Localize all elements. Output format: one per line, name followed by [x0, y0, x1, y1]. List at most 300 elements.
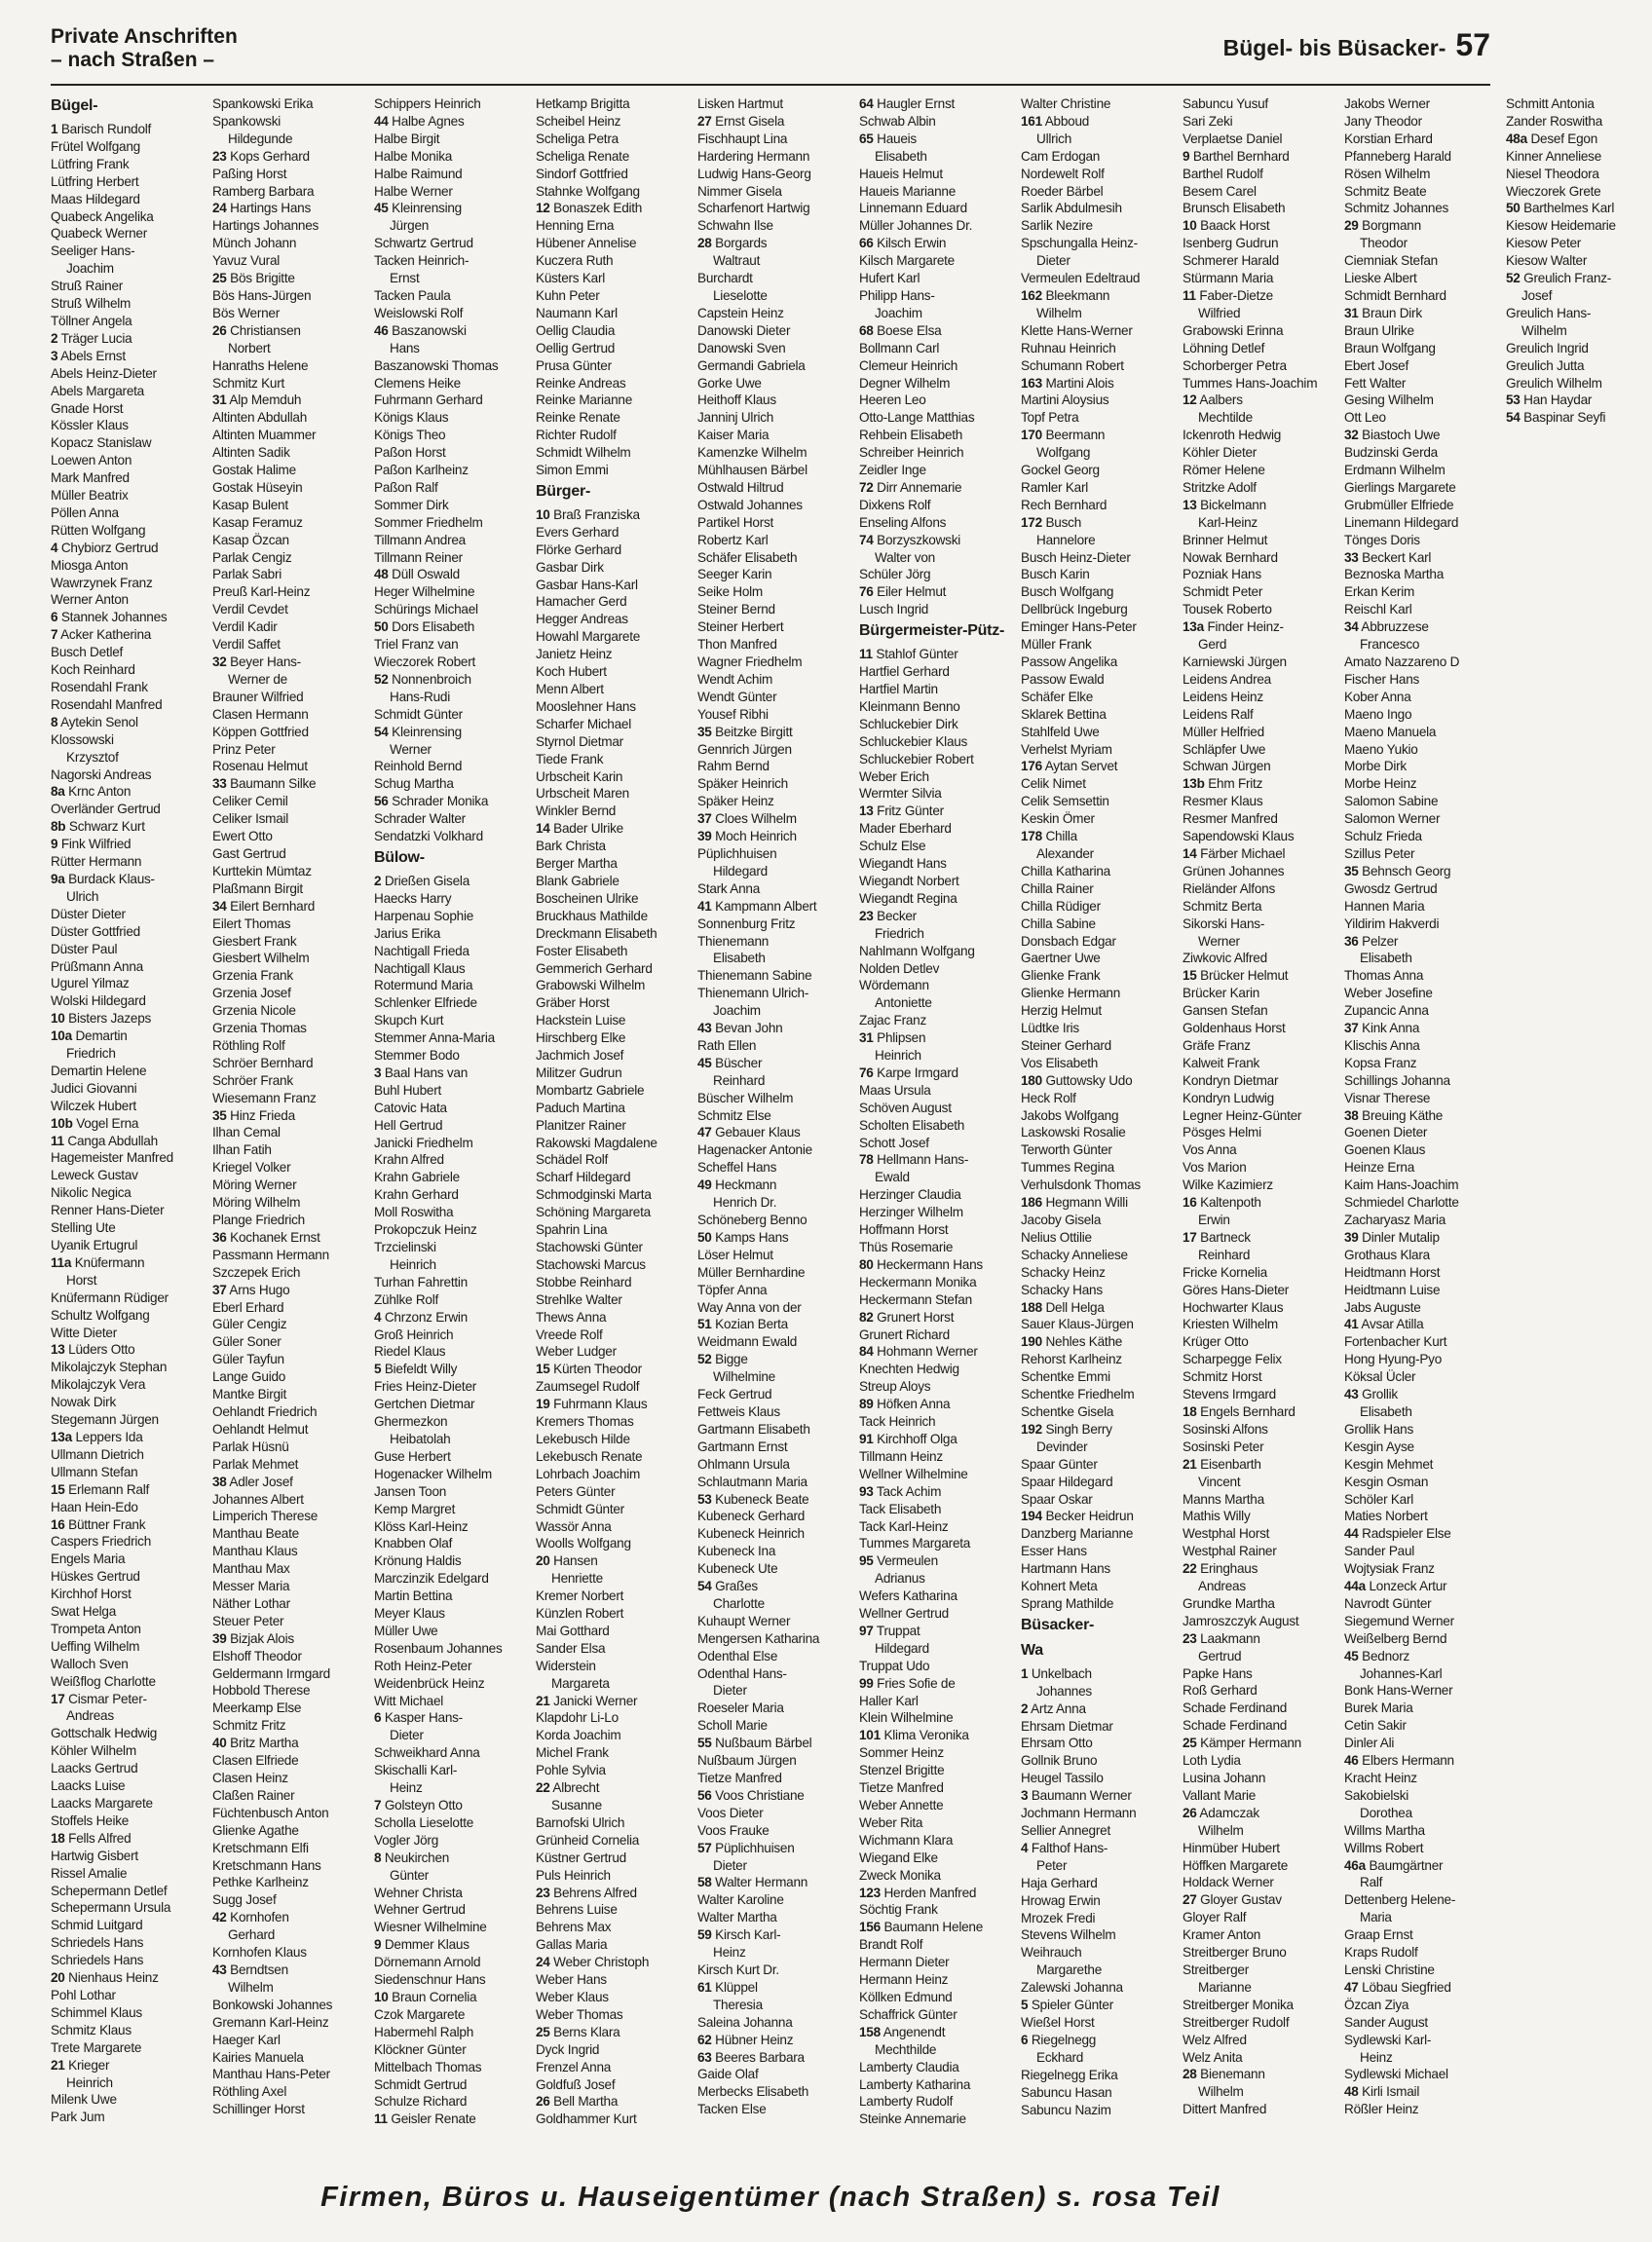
house-number: 32: [212, 654, 227, 669]
resident-entry: [1344, 1962, 1490, 1979]
resident-entry: [1021, 2084, 1167, 2102]
resident-entry: [536, 943, 682, 960]
resident-entry: [1021, 741, 1167, 759]
house-number: 54: [1506, 410, 1521, 426]
resident-name: Hinmüber Hubert: [1183, 1840, 1280, 1855]
resident-name: Beckert Karl: [1362, 549, 1432, 565]
resident-entry: [697, 2049, 844, 2067]
running-head: [1223, 25, 1490, 67]
resident-name: Kink Anna: [1362, 1021, 1420, 1036]
resident-name: Flörke Gerhard: [536, 542, 621, 557]
resident-name: Gierlings Margarete: [1344, 479, 1456, 495]
resident-entry: [1344, 706, 1490, 724]
entry-continuation: [1021, 1439, 1167, 1456]
resident-name: Dinler Ali: [1344, 1736, 1395, 1751]
resident-entry: [51, 1656, 197, 1673]
resident-name: Laacks Luise: [51, 1778, 126, 1794]
resident-name: Schade Ferdinand: [1183, 1700, 1288, 1716]
resident-entry: [536, 646, 682, 663]
resident-name: Eckhard: [1036, 2049, 1084, 2065]
resident-name: Dittert Manfred: [1183, 2102, 1267, 2117]
resident-name: Kirsch Karl-: [715, 1927, 781, 1943]
resident-name: Schade Ferdinand: [1183, 1718, 1288, 1734]
resident-entry: [51, 818, 197, 836]
resident-name: Sander Elsa: [536, 1640, 606, 1656]
resident-name: Stachowski Marcus: [536, 1256, 646, 1272]
resident-name: Gräfe Franz: [1183, 1037, 1251, 1053]
resident-name: Mechtilde: [1198, 410, 1253, 426]
resident-entry: [1183, 1840, 1329, 1857]
entry-continuation: [859, 2041, 1005, 2059]
house-number: 35: [1344, 863, 1359, 878]
house-number: 4: [374, 1309, 382, 1325]
resident-name: Reinke Andreas: [536, 375, 626, 391]
resident-name: Schmodginski Marta: [536, 1187, 652, 1203]
resident-entry: [1021, 915, 1167, 933]
resident-name: Thienemann Ulrich-: [697, 986, 809, 1001]
resident-name: Schäfer Elke: [1021, 689, 1094, 704]
resident-entry: [536, 1117, 682, 1135]
resident-entry: [536, 1727, 682, 1744]
resident-name: Höfken Anna: [877, 1397, 951, 1412]
resident-name: Krzysztof: [66, 749, 119, 765]
resident-name: Johannes-Karl: [1360, 1665, 1443, 1681]
resident-entry: [859, 514, 1005, 532]
resident-name: Reinhard: [1198, 1247, 1251, 1262]
resident-entry: [374, 2041, 520, 2059]
resident-entry: [536, 1291, 682, 1309]
resident-name: Prüßmann Anna: [51, 958, 143, 974]
resident-entry: [212, 305, 358, 322]
resident-name: Krönung Haldis: [374, 1553, 462, 1569]
resident-entry: [51, 1167, 197, 1184]
resident-name: Albrecht: [552, 1780, 600, 1796]
resident-entry: [859, 2006, 1005, 2024]
resident-entry: [1506, 95, 1652, 113]
resident-name: Gorke Uwe: [697, 375, 762, 391]
resident-entry: [536, 960, 682, 978]
resident-name: Fuhrmann Gerhard: [374, 392, 483, 408]
resident-name: Schultz Wolfgang: [51, 1307, 150, 1323]
resident-name: Erlemann Ralf: [68, 1481, 150, 1497]
resident-entry: [212, 1403, 358, 1421]
resident-name: Schmiedel Charlotte: [1344, 1195, 1459, 1211]
resident-entry: [536, 1186, 682, 1204]
entry-continuation: [1021, 845, 1167, 863]
resident-entry: [1183, 1962, 1329, 1979]
resident-entry: [697, 1351, 844, 1368]
resident-entry: [1021, 235, 1167, 252]
resident-entry: [212, 880, 358, 898]
resident-entry: [51, 452, 197, 469]
resident-name: Dörnemann Arnold: [374, 1955, 481, 1970]
resident-name: Urbscheit Karin: [536, 768, 623, 784]
resident-entry: [1183, 1595, 1329, 1613]
resident-entry: [859, 820, 1005, 838]
resident-entry: [697, 1787, 844, 1805]
resident-entry: [859, 1448, 1005, 1466]
resident-entry: [1021, 95, 1167, 113]
resident-entry: [697, 1700, 844, 1717]
resident-name: Clemens Heike: [374, 375, 461, 391]
resident-entry: [1344, 1212, 1490, 1229]
resident-entry: [1183, 1543, 1329, 1560]
resident-entry: [536, 1762, 682, 1779]
resident-entry: [536, 611, 682, 628]
resident-entry: [51, 1307, 197, 1325]
resident-entry: [1183, 1055, 1329, 1072]
resident-name: Sendatzki Volkhard: [374, 829, 483, 844]
resident-entry: [859, 785, 1005, 803]
resident-name: Halbe Werner: [374, 183, 453, 199]
resident-name: Rehorst Karlheinz: [1021, 1352, 1122, 1367]
resident-entry: [1021, 636, 1167, 654]
resident-entry: [536, 166, 682, 183]
house-number: 14: [1183, 845, 1197, 861]
house-number: 20: [536, 1553, 550, 1569]
resident-name: Cetin Sakir: [1344, 1718, 1407, 1734]
resident-name: Wehner Christa: [374, 1885, 463, 1900]
resident-name: Maeno Ingo: [1344, 706, 1412, 722]
resident-name: Borzyszkowski: [877, 532, 961, 547]
resident-name: Budzinski Gerda: [1344, 445, 1438, 461]
resident-entry: [1021, 270, 1167, 287]
house-number: 37: [1344, 1021, 1359, 1036]
resident-name: Manthau Klaus: [212, 1544, 298, 1559]
resident-entry: [1344, 392, 1490, 409]
resident-name: Koch Hubert: [536, 664, 607, 680]
resident-name: Ralf: [1360, 1875, 1383, 1890]
resident-name: Sarlik Abdulmesih: [1021, 201, 1122, 216]
resident-entry: [51, 1219, 197, 1237]
resident-name: Hochwarter Klaus: [1183, 1299, 1284, 1315]
resident-name: Bisters Jazeps: [68, 1011, 152, 1027]
entry-continuation: [859, 549, 1005, 567]
resident-name: Weber Thomas: [536, 2006, 623, 2022]
resident-name: Walter Martha: [697, 1910, 777, 1925]
resident-entry: [51, 1098, 197, 1115]
resident-entry: [859, 803, 1005, 820]
resident-name: Pfanneberg Harald: [1344, 148, 1451, 164]
resident-name: Laacks Margarete: [51, 1796, 153, 1811]
resident-name: Meerkamp Else: [212, 1700, 302, 1716]
resident-entry: [1021, 1787, 1167, 1805]
resident-entry: [1021, 1124, 1167, 1141]
resident-name: Plaßmann Birgit: [212, 880, 303, 896]
resident-entry: [859, 217, 1005, 235]
resident-entry: [1021, 880, 1167, 898]
resident-entry: [536, 462, 682, 479]
resident-entry: [697, 1403, 844, 1421]
resident-name: Parlak Cengiz: [212, 549, 292, 565]
house-number: 50: [697, 1229, 712, 1245]
resident-name: Sarlik Nezire: [1021, 218, 1093, 234]
resident-name: Stritzke Adolf: [1183, 479, 1257, 495]
entry-continuation: [697, 950, 844, 967]
resident-entry: [1021, 1141, 1167, 1159]
resident-name: Baumann Werner: [1031, 1788, 1132, 1804]
resident-name: Möring Werner: [212, 1177, 297, 1193]
resident-entry: [1344, 601, 1490, 618]
resident-entry: [1183, 1072, 1329, 1090]
resident-name: Kiesow Heidemarie: [1506, 218, 1616, 234]
resident-name: Kondryn Ludwig: [1183, 1090, 1274, 1105]
resident-entry: [697, 1962, 844, 1979]
resident-name: Scholl Marie: [697, 1718, 768, 1734]
resident-entry: [1344, 200, 1490, 217]
resident-entry: [1021, 1090, 1167, 1107]
resident-name: Plange Friedrich: [212, 1213, 305, 1227]
entry-continuation: [859, 148, 1005, 166]
resident-entry: [697, 1020, 844, 1037]
resident-name: Fett Walter: [1344, 375, 1407, 391]
resident-entry: [859, 1239, 1005, 1256]
resident-name: Krüger Otto: [1183, 1334, 1249, 1350]
resident-entry: [536, 1483, 682, 1501]
resident-entry: [697, 671, 844, 689]
resident-entry: [1183, 671, 1329, 689]
resident-entry: [374, 1744, 520, 1762]
resident-name: Wermter Silvia: [859, 786, 942, 802]
resident-entry: [1021, 427, 1167, 444]
house-number: 56: [697, 1787, 712, 1803]
resident-entry: [697, 828, 844, 845]
resident-name: Rosenau Helmut: [212, 759, 308, 774]
resident-name: Goenen Klaus: [1344, 1142, 1426, 1158]
resident-name: Alexander: [1036, 845, 1094, 861]
resident-name: Eminger Hans-Peter: [1021, 619, 1137, 635]
resident-entry: [1344, 1141, 1490, 1159]
resident-name: Heithoff Klaus: [697, 392, 776, 408]
resident-entry: [212, 1665, 358, 1683]
entry-continuation: [212, 671, 358, 689]
resident-name: Gräber Horst: [536, 995, 610, 1011]
resident-entry: [697, 1316, 844, 1333]
resident-name: Rütten Wolfgang: [51, 522, 146, 538]
resident-entry: [859, 183, 1005, 201]
resident-entry: [697, 967, 844, 985]
resident-name: Kilsch Margarete: [859, 253, 955, 269]
resident-name: Guttowsky Udo: [1045, 1072, 1133, 1088]
resident-name: Tillmann Heinz: [859, 1448, 943, 1464]
resident-entry: [374, 1623, 520, 1640]
resident-name: Trete Margarete: [51, 2039, 142, 2055]
resident-name: Seeliger Hans-: [51, 243, 135, 259]
house-number: 172: [1021, 514, 1042, 530]
resident-name: Frenzel Anna: [536, 2059, 612, 2074]
resident-entry: [697, 305, 844, 322]
resident-name: Pöllen Anna: [51, 504, 119, 520]
resident-name: Pozniak Hans: [1183, 567, 1261, 582]
resident-entry: [212, 1944, 358, 1962]
resident-name: Leidens Andrea: [1183, 671, 1271, 687]
resident-name: Leidens Ralf: [1183, 706, 1254, 722]
resident-entry: [697, 1630, 844, 1648]
resident-entry: [374, 566, 520, 583]
resident-name: Kornhofen Klaus: [212, 1945, 307, 1961]
resident-name: Hanraths Helene: [212, 357, 309, 373]
resident-entry: [536, 1954, 682, 1971]
resident-name: Tietze Manfred: [697, 1771, 782, 1785]
resident-name: Spankowski: [212, 113, 282, 129]
resident-entry: [859, 2024, 1005, 2041]
resident-entry: [374, 2093, 520, 2111]
resident-entry: [697, 235, 844, 252]
resident-entry: [1344, 1247, 1490, 1264]
resident-entry: [1344, 2032, 1490, 2049]
resident-entry: [212, 636, 358, 654]
resident-name: Erkan Kerim: [1344, 584, 1415, 600]
resident-name: Düll Oswald: [392, 567, 460, 582]
resident-entry: [859, 1309, 1005, 1327]
resident-entry: [374, 890, 520, 908]
house-number: 47: [1344, 1979, 1359, 1995]
house-number: 51: [697, 1317, 712, 1332]
house-number: 35: [697, 724, 712, 739]
resident-name: Johannes Albert: [212, 1491, 304, 1507]
resident-entry: [697, 618, 844, 636]
resident-entry: [1021, 166, 1167, 183]
resident-entry: [697, 1525, 844, 1543]
house-number: 32: [1344, 428, 1359, 443]
house-number: 21: [51, 2057, 65, 2073]
resident-name: Morbe Dirk: [1344, 759, 1407, 774]
resident-entry: [212, 898, 358, 915]
resident-name: Schentke Friedhelm: [1021, 1387, 1135, 1402]
house-number: 18: [1183, 1403, 1197, 1419]
resident-entry: [536, 1221, 682, 1239]
resident-entry: [1183, 1282, 1329, 1299]
resident-entry: [859, 1186, 1005, 1204]
resident-name: Ramberg Barbara: [212, 183, 315, 199]
resident-entry: [859, 1954, 1005, 1971]
resident-entry: [374, 1762, 520, 1779]
resident-entry: [1183, 967, 1329, 985]
resident-entry: [51, 1934, 197, 1952]
resident-entry: [374, 1658, 520, 1675]
resident-name: Spahrin Lina: [536, 1222, 608, 1238]
resident-entry: [1021, 1892, 1167, 1910]
resident-name: Thienemann: [697, 933, 770, 949]
resident-entry: [1183, 1333, 1329, 1351]
resident-entry: [1344, 1508, 1490, 1525]
resident-name: Kondryn Dietmar: [1183, 1072, 1279, 1088]
resident-name: Ludwig Hans-Georg: [697, 166, 811, 181]
resident-entry: [51, 906, 197, 923]
resident-entry: [536, 768, 682, 786]
house-number: 13: [51, 1342, 65, 1358]
resident-name: Nolden Detlev: [859, 960, 940, 976]
resident-name: Renner Hans-Dieter: [51, 1203, 165, 1218]
resident-entry: [212, 200, 358, 217]
resident-name: Hermann Dieter: [859, 1955, 950, 1970]
entry-continuation: [374, 217, 520, 235]
resident-name: Knechten Hedwig: [859, 1362, 959, 1377]
resident-name: Demartin Helene: [51, 1063, 147, 1078]
resident-entry: [212, 2083, 358, 2101]
resident-entry: [859, 977, 1005, 994]
resident-entry: [212, 95, 358, 113]
resident-name: Ickenroth Hedwig: [1183, 428, 1282, 443]
entry-continuation: [697, 1002, 844, 1020]
resident-entry: [1183, 1403, 1329, 1421]
resident-name: Grzenia Frank: [212, 968, 293, 984]
resident-entry: [1183, 1002, 1329, 1020]
house-number: 25: [212, 271, 227, 286]
resident-name: Vallant Marie: [1183, 1787, 1257, 1803]
resident-name: Kampmann Albert: [715, 898, 817, 914]
resident-name: Judici Giovanni: [51, 1080, 137, 1096]
resident-entry: [1021, 148, 1167, 166]
resident-name: Krnc Anton: [68, 784, 131, 800]
resident-entry: [697, 601, 844, 618]
resident-name: Oellig Claudia: [536, 322, 616, 338]
resident-entry: [1021, 1177, 1167, 1194]
resident-name: Fries Heinz-Dieter: [374, 1379, 477, 1395]
resident-name: Partikel Horst: [697, 514, 774, 530]
entry-continuation: [51, 1707, 197, 1725]
resident-name: Becker: [877, 908, 917, 923]
house-number: 7: [374, 1798, 382, 1812]
resident-name: Gansen Stefan: [1183, 1003, 1268, 1019]
resident-entry: [536, 1518, 682, 1536]
resident-name: Schmitz Fritz: [212, 1718, 286, 1734]
resident-name: Schulze Richard: [374, 2094, 468, 2110]
resident-name: Woolls Wolfgang: [536, 1536, 631, 1551]
resident-name: Claßen Rainer: [212, 1787, 295, 1803]
resident-name: Evers Gerhard: [536, 524, 620, 540]
entry-continuation: [1183, 409, 1329, 427]
resident-name: Christiansen: [230, 322, 301, 338]
house-number: 11: [51, 1133, 64, 1148]
resident-name: Swat Helga: [51, 1604, 117, 1620]
resident-name: Nahlmann Wolfgang: [859, 943, 975, 958]
resident-entry: [1021, 2067, 1167, 2084]
resident-name: Behrens Max: [536, 1920, 612, 1935]
resident-name: Marianne: [1198, 1979, 1252, 1995]
resident-entry: [374, 1186, 520, 1204]
resident-name: Walter von: [875, 549, 935, 565]
entry-continuation: [1183, 933, 1329, 951]
resident-name: Boese Elsa: [877, 322, 942, 338]
resident-entry: [51, 330, 197, 348]
resident-name: Wilke Kazimierz: [1183, 1177, 1273, 1193]
resident-name: Schillings Johanna: [1344, 1072, 1450, 1088]
resident-name: Verdil Saffet: [212, 637, 281, 653]
resident-entry: [51, 156, 197, 173]
resident-name: Werner: [1198, 933, 1240, 949]
resident-entry: [212, 1648, 358, 1665]
resident-name: Späker Heinrich: [697, 776, 788, 792]
resident-name: Klischis Anna: [1344, 1037, 1420, 1053]
resident-name: Graap Ernst: [1344, 1927, 1413, 1943]
resident-entry: [1344, 1682, 1490, 1700]
resident-name: Kraps Rudolf: [1344, 1945, 1418, 1961]
entry-continuation: [1183, 636, 1329, 654]
resident-name: Sabuncu Nazim: [1021, 2102, 1111, 2117]
resident-name: Baszanowski: [392, 322, 467, 338]
resident-entry: [51, 365, 197, 383]
resident-entry: [697, 793, 844, 810]
resident-name: Heck Rolf: [1021, 1090, 1076, 1105]
resident-name: Reinhard: [713, 1072, 766, 1088]
resident-entry: [859, 890, 1005, 908]
resident-entry: [51, 1149, 197, 1167]
section-title-line1: Private Anschriften: [51, 25, 238, 48]
resident-name: Schmidt Peter: [1183, 584, 1263, 600]
resident-entry: [374, 357, 520, 375]
resident-name: Laacks Gertrud: [51, 1761, 138, 1776]
